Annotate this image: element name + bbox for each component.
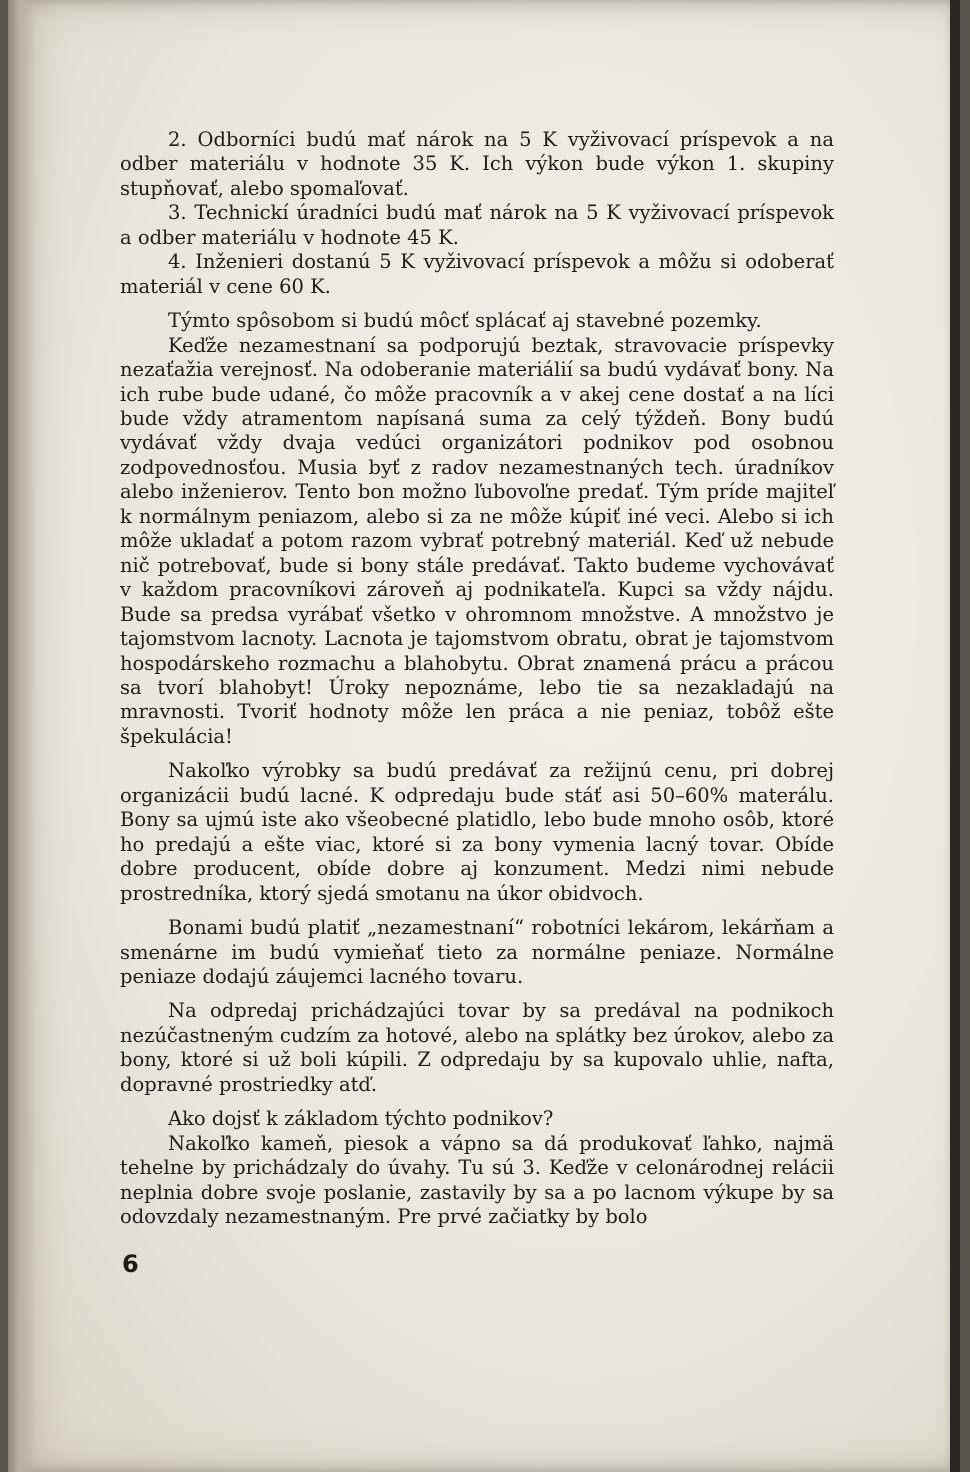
paragraph-vouchers: Keďže nezamestnaní sa podporujú beztak, stravovacie príspevky nezaťažia verejnosť. Na odoberanie materiálií sa budú vydávať bony. Na ich rube bude udané, čo môže pracovník a v akej cene dostať a na líci bude vždy atramentom napísaná suma za celý týždeň. Bony budú vydávať vždy dvaja vedúci organizátori podnikov pod osobnou zodpovednosťou. Musia byť z radov nezamestnaných tech. úradníkov alebo inženierov. Tento bon možno ľubovoľne predať. Tým príde majiteľ k normálnym peniazom, alebo si za ne môže kúpiť iné veci. Alebo si ich môže ukladať a potom razom vybrať potrebný materiál. Keď už nebude nič potrebovať, bude si bony stále predávať. Takto budeme vychovávať v každom pracovníkovi zároveň aj podnikateľa. Kupci sa vždy nájdu. Bude sa predsa vyrábať všetko v ohromnom množstve. A množstvo je tajomstvom lacnoty. Lacnota je tajomstvom obratu, obrat je tajomstvom hospodárskeho rozmachu a blahobytu. Obrat znamená prácu a prácou sa tvorí blahobyt! Úroky nepoznáme, lebo tie sa nezakladajú na mravnosti. Tvoriť hodnoty môže len práca a nie peniaz, tobôž ešte špekulácia! — [120, 333, 834, 748]
paragraph-point-3: 3. Technickí úradníci budú mať nárok na 5 K vyživovací príspevok a odber materiálu v hodnote 45 K. — [120, 201, 834, 249]
body-text — [120, 128, 834, 1229]
page-right-edge — [950, 0, 960, 1472]
page-number: 6 — [122, 1250, 139, 1278]
paragraph-sales: Na odpredaj prichádzajúci tovar by sa predával na podnikoch nezúčastneným cudzím za hotové, alebo na splátky bez úrokov, alebo za bony, ktoré si už boli kúpili. Z odpredaju by sa kupovalo uhlie, nafta, dopravné prostriedky atď. — [120, 999, 834, 1096]
paragraph-point-4: 4. Inženieri dostanú 5 K vyživovací príspevok a môžu si odoberať materiál v cene 60 K. — [120, 250, 834, 298]
paragraph-products-price: Nakoľko výrobky sa budú predávať za režijnú cenu, pri dobrej organizácii budú lacné. K odpredaju bude stáť asi 50–60% materálu. Bony sa ujmú iste ako všeobecné platidlo, lebo bude mnoho osôb, ktoré ho predajú a ešte viac, ktoré si za bony vymenia lacný tovar. Obíde dobre producent, obíde dobre aj konzument. Medzi nimi nebude prostredníka, ktorý sjedá smotanu na úkor obidvoch. — [120, 759, 834, 905]
page-sheet — [8, 0, 960, 1472]
paragraph-brickworks: Nakoľko kameň, piesok a vápno sa dá produkovať ľahko, najmä tehelne by prichádzaly do úvahy. Tu sú 3. Keďže v celonárodnej relácii neplnia dobre svoje poslanie, zastavily by sa a po lacnom výkupe by sa odovzdaly nezamestnaným. Pre prvé začiatky by bolo — [120, 1131, 834, 1229]
page-spine-shadow — [8, 0, 36, 1472]
paragraph-question: Ako dojsť k základom týchto podnikov? — [168, 1107, 554, 1131]
paragraph-building-plots: Týmto spôsobom si budú môcť splácať aj stavebné pozemky. — [168, 309, 762, 333]
paragraph-point-2: 2. Odborníci budú mať nárok na 5 K vyživovací príspevok a na odber materiálu v hodnote 35 K. Ich výkon bude výkon 1. skupiny stupňovať, alebo spomaľovať. — [120, 128, 834, 200]
paragraph-payment-bonds: Bonami budú platiť „nezamestnaní“ robotníci lekárom, lekárňam a smenárne im budú vymieňať tieto za normálne peniaze. Normálne peniaze dodajú záujemci lacného tovaru. — [120, 916, 834, 988]
